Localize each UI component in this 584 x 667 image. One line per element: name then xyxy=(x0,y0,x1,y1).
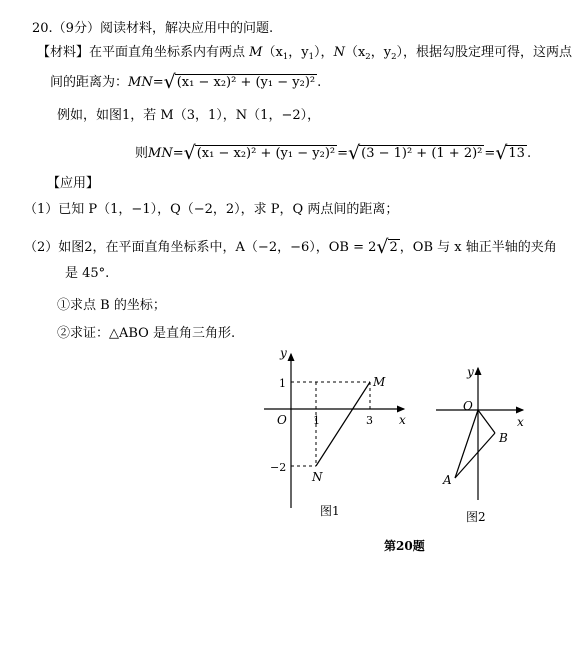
point-M-label: M xyxy=(249,45,263,60)
fig1-point-M: M xyxy=(373,375,386,389)
fig2-segment-OB xyxy=(478,410,495,433)
fig1-origin: O xyxy=(277,413,287,427)
application-tag: 【应用】 xyxy=(47,176,100,191)
formula-symbolic: (x₁ − x₂)² + (y₁ − y₂)² xyxy=(196,146,336,161)
sep: ， xyxy=(320,45,334,60)
sqrt-2: 2 xyxy=(389,240,398,255)
fig2-point-B: B xyxy=(499,431,508,445)
period: . xyxy=(526,146,532,161)
question-header: 20.（9分）阅读材料，解决应用中的问题. xyxy=(32,21,274,36)
sqrt-icon: √ xyxy=(348,142,361,164)
sqrt-icon: √ xyxy=(183,142,196,164)
fig1-point-N: N xyxy=(312,470,323,484)
equals-sign: = xyxy=(172,146,184,161)
sub-question-2: ②求证：△ABO 是直角三角形. xyxy=(57,326,236,341)
M-coords-open: （x xyxy=(262,45,283,60)
formula-numeric: (3 − 1)² + (1 + 2)² xyxy=(361,146,483,161)
formula-result: 13 xyxy=(508,146,525,161)
fig1-tick-y1: 1 xyxy=(279,377,286,390)
sub-question-1: ①求点 B 的坐标； xyxy=(57,298,166,313)
N-coords-close: ） xyxy=(396,45,403,60)
M-coords-mid: ，y xyxy=(288,45,309,60)
point-N-label: N xyxy=(333,45,345,60)
distance-prefix: 间的距离为： xyxy=(50,75,129,90)
question-2-continued: 是 45°. xyxy=(65,266,110,281)
fig2-y-label: y xyxy=(467,365,474,379)
fig1-segment-MN xyxy=(316,382,370,466)
material-line-1: 【材料】在平面直角坐标系内有两点 $M(x_1$，$y_1$），$N(x_2$，$y_2$），根据勾股定理可得，这两点 xyxy=(37,45,573,62)
MN-label: MN xyxy=(128,75,153,90)
equals-sign: = xyxy=(484,146,496,161)
material-tag: 【材料】 xyxy=(37,45,90,60)
fig2-point-A: A xyxy=(443,473,452,487)
fig1-y-label: y xyxy=(280,346,287,360)
fig1-tick-ym2: −2 xyxy=(270,461,287,474)
fig2-segment-AB xyxy=(455,433,495,478)
equals-sign: = xyxy=(337,146,349,161)
comma: ， xyxy=(307,108,321,123)
N-coords-open: （x xyxy=(344,45,366,60)
distance-formula: (x₁ − x₂)² + (y₁ − y₂)² xyxy=(176,75,316,90)
fig2-segment-OA xyxy=(455,410,478,478)
MN-label: MN xyxy=(148,146,173,161)
then-label: 则 xyxy=(135,146,149,161)
sqrt-icon: √ xyxy=(376,236,389,258)
sqrt-icon: √ xyxy=(495,142,508,164)
fig1-tick-x1: 1 xyxy=(313,414,320,427)
fig2-x-label: x xyxy=(517,415,524,429)
question-2-b: ，OB 与 x 轴正半轴的夹角 xyxy=(399,240,557,255)
N-coords-mid: ，y xyxy=(370,45,392,60)
fig2-caption: 图2 xyxy=(466,510,486,524)
comma: ， xyxy=(222,108,236,123)
question-2-a: （2）如图2，在平面直角坐标系中，A（−2，−6），OB = 2 xyxy=(24,240,377,255)
question-1: （1）已知 P（1，−1），Q（−2，2），求 P，Q 两点间的距离； xyxy=(24,202,399,217)
fig1-x-label: x xyxy=(399,413,406,427)
equals-sign: = xyxy=(152,75,164,90)
example-N: N（1，−2） xyxy=(235,108,308,123)
fig1-tick-x3: 3 xyxy=(366,414,373,427)
example-text: 例如，如图1，若 xyxy=(57,108,157,123)
fig2-origin: O xyxy=(463,399,473,413)
M-coords-close: ） xyxy=(314,45,321,60)
fig1-caption: 图1 xyxy=(320,504,340,518)
example-M: M（3，1） xyxy=(160,108,223,123)
period: . xyxy=(317,75,322,90)
material-text-b: ，根据勾股定理可得，这两点 xyxy=(403,45,573,60)
material-text-a: 在平面直角坐标系内有两点 xyxy=(89,45,246,60)
problem-footer: 第20题 xyxy=(384,539,425,553)
sqrt-icon: √ xyxy=(163,71,176,93)
